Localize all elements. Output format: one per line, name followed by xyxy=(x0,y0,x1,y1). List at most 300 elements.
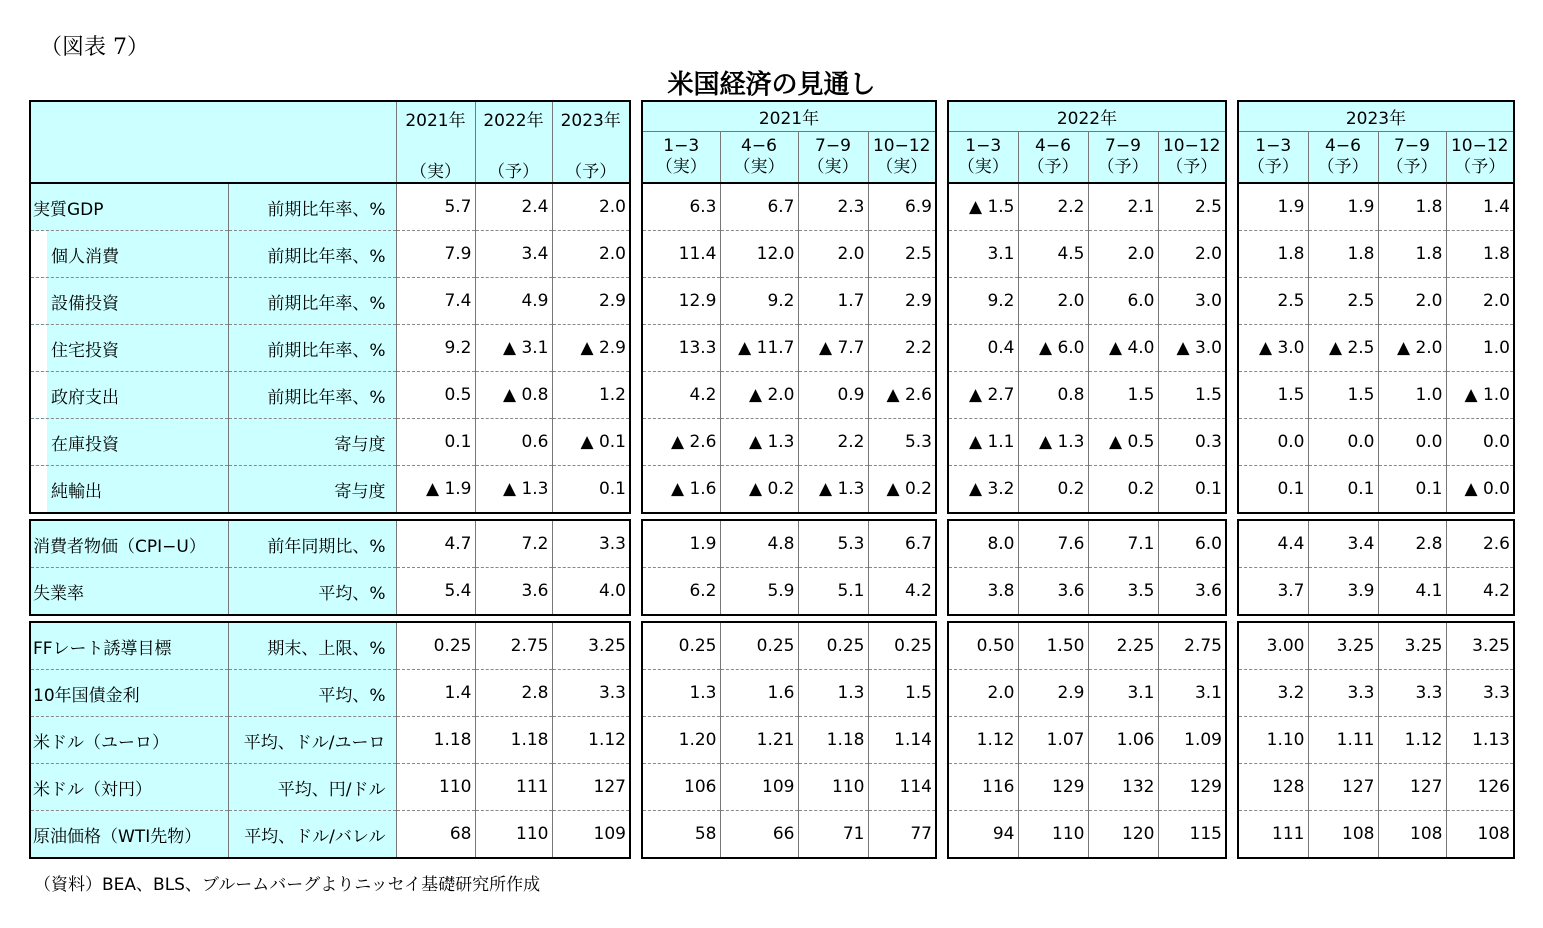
value-cell: 106 xyxy=(642,764,720,811)
value-cell: 1.12 xyxy=(552,717,630,764)
value-cell: 2.2 xyxy=(1018,183,1088,231)
value-cell: 2.0 xyxy=(552,183,630,231)
value-cell: ▲ 0.5 xyxy=(1088,419,1158,466)
value-cell: 1.8 xyxy=(1308,231,1378,278)
row-unit: 期末、上限、% xyxy=(228,622,396,670)
value-cell: 1.4 xyxy=(1446,183,1514,231)
value-cell: 1.10 xyxy=(1238,717,1308,764)
value-cell: ▲ 1.3 xyxy=(720,419,798,466)
value-cell: 110 xyxy=(475,811,552,859)
table-row xyxy=(30,811,1514,859)
value-cell: 0.1 xyxy=(552,466,630,514)
value-cell: 1.3 xyxy=(642,670,720,717)
value-cell: ▲ 1.0 xyxy=(1446,372,1514,419)
quarter-label: 10−12 xyxy=(1162,135,1221,156)
annual-status: （実） xyxy=(410,162,461,182)
value-cell: 111 xyxy=(475,764,552,811)
column-gap xyxy=(630,622,642,670)
column-gap xyxy=(630,101,642,183)
value-cell: 4.8 xyxy=(720,520,798,568)
value-cell: ▲ 1.9 xyxy=(396,466,475,514)
column-gap xyxy=(630,568,642,616)
column-gap xyxy=(1226,231,1238,278)
value-cell: ▲ 2.5 xyxy=(1308,325,1378,372)
value-cell: 1.50 xyxy=(1018,622,1088,670)
value-cell: 3.9 xyxy=(1308,568,1378,616)
quarter-header xyxy=(1238,131,1308,183)
row-unit: 寄与度 xyxy=(228,419,396,466)
value-cell: 3.00 xyxy=(1238,622,1308,670)
row-label: 実質GDP xyxy=(30,183,228,231)
value-cell: 8.0 xyxy=(948,520,1018,568)
value-cell: ▲ 0.2 xyxy=(868,466,936,514)
value-cell: 2.0 xyxy=(1158,231,1226,278)
table-row xyxy=(30,622,1514,670)
value-cell: 126 xyxy=(1446,764,1514,811)
value-cell: 1.12 xyxy=(1378,717,1446,764)
table-row xyxy=(30,372,1514,419)
value-cell: 0.25 xyxy=(720,622,798,670)
row-label: 個人消費 xyxy=(30,231,228,278)
row-label: 純輸出 xyxy=(30,466,228,514)
value-cell: 0.3 xyxy=(1158,419,1226,466)
value-cell: 115 xyxy=(1158,811,1226,859)
value-cell: 5.3 xyxy=(868,419,936,466)
quarter-header xyxy=(798,131,868,183)
quarter-status: （予） xyxy=(1166,156,1218,177)
value-cell: 2.5 xyxy=(868,231,936,278)
value-cell: 4.7 xyxy=(396,520,475,568)
column-gap xyxy=(936,231,948,278)
value-cell: 1.5 xyxy=(1238,372,1308,419)
section-gap xyxy=(30,513,1514,520)
value-cell: 2.0 xyxy=(1088,231,1158,278)
value-cell: ▲ 6.0 xyxy=(1018,325,1088,372)
value-cell: 68 xyxy=(396,811,475,859)
quarter-header xyxy=(868,131,936,183)
value-cell: ▲ 2.6 xyxy=(642,419,720,466)
annual-status: （予） xyxy=(565,162,617,182)
value-cell: 2.9 xyxy=(1018,670,1088,717)
value-cell: 3.3 xyxy=(552,520,630,568)
row-unit: 平均、ドル/バレル xyxy=(228,811,396,859)
value-cell: 7.2 xyxy=(475,520,552,568)
value-cell: 1.8 xyxy=(1238,231,1308,278)
quarter-status: （予） xyxy=(1386,156,1438,177)
value-cell: 13.3 xyxy=(642,325,720,372)
quarter-header xyxy=(1308,131,1378,183)
value-cell: 0.5 xyxy=(396,372,475,419)
value-cell: 1.5 xyxy=(1308,372,1378,419)
value-cell: 129 xyxy=(1158,764,1226,811)
value-cell: 132 xyxy=(1088,764,1158,811)
value-cell: 0.50 xyxy=(948,622,1018,670)
value-cell: 1.0 xyxy=(1378,372,1446,419)
value-cell: 4.9 xyxy=(475,278,552,325)
value-cell: 3.3 xyxy=(1446,670,1514,717)
column-gap xyxy=(1226,325,1238,372)
value-cell: 3.4 xyxy=(475,231,552,278)
row-unit: 寄与度 xyxy=(228,466,396,514)
value-cell: ▲ 1.1 xyxy=(948,419,1018,466)
value-cell: 3.0 xyxy=(1158,278,1226,325)
value-cell: ▲ 1.5 xyxy=(948,183,1018,231)
value-cell: 116 xyxy=(948,764,1018,811)
value-cell: 1.14 xyxy=(868,717,936,764)
table-row xyxy=(30,231,1514,278)
value-cell: 6.0 xyxy=(1088,278,1158,325)
value-cell: 0.1 xyxy=(1308,466,1378,514)
value-cell: 2.8 xyxy=(1378,520,1446,568)
value-cell: 1.07 xyxy=(1018,717,1088,764)
table-row xyxy=(30,325,1514,372)
value-cell: 5.4 xyxy=(396,568,475,616)
column-gap xyxy=(1226,372,1238,419)
quarter-label: 1−3 xyxy=(1255,135,1292,156)
column-gap xyxy=(1226,717,1238,764)
column-gap xyxy=(1226,101,1238,183)
value-cell: 2.0 xyxy=(798,231,868,278)
value-cell: 9.2 xyxy=(948,278,1018,325)
value-cell: 0.2 xyxy=(1018,466,1088,514)
value-cell: 1.8 xyxy=(1446,231,1514,278)
column-gap xyxy=(630,325,642,372)
value-cell: ▲ 3.0 xyxy=(1238,325,1308,372)
quarter-label: 10−12 xyxy=(1450,135,1509,156)
table-row xyxy=(30,568,1514,616)
value-cell: 1.4 xyxy=(396,670,475,717)
value-cell: 5.1 xyxy=(798,568,868,616)
annual-status: （予） xyxy=(488,162,539,182)
column-gap xyxy=(936,183,948,231)
value-cell: 2.9 xyxy=(868,278,936,325)
value-cell: 1.9 xyxy=(1238,183,1308,231)
value-cell: 7.1 xyxy=(1088,520,1158,568)
value-cell: ▲ 11.7 xyxy=(720,325,798,372)
column-gap xyxy=(936,520,948,568)
value-cell: ▲ 3.2 xyxy=(948,466,1018,514)
value-cell: 1.11 xyxy=(1308,717,1378,764)
row-label: 在庫投資 xyxy=(30,419,228,466)
value-cell: 6.3 xyxy=(642,183,720,231)
value-cell: 0.25 xyxy=(396,622,475,670)
row-unit: 前期比年率、% xyxy=(228,183,396,231)
quarter-label: 1−3 xyxy=(965,135,1002,156)
value-cell: 7.4 xyxy=(396,278,475,325)
value-cell: 2.3 xyxy=(798,183,868,231)
forecast-table xyxy=(29,100,1515,859)
value-cell: 1.20 xyxy=(642,717,720,764)
header-corner xyxy=(30,101,396,183)
table-row xyxy=(30,278,1514,325)
column-gap xyxy=(630,231,642,278)
value-cell: 58 xyxy=(642,811,720,859)
value-cell: 1.09 xyxy=(1158,717,1226,764)
column-gap xyxy=(630,811,642,859)
row-unit: 前年同期比、% xyxy=(228,520,396,568)
table-row xyxy=(30,520,1514,568)
value-cell: ▲ 7.7 xyxy=(798,325,868,372)
value-cell: 3.4 xyxy=(1308,520,1378,568)
column-gap xyxy=(936,622,948,670)
value-cell: 129 xyxy=(1018,764,1088,811)
quarter-status: （予） xyxy=(1027,156,1079,177)
row-label: 米ドル（対円） xyxy=(30,764,228,811)
quarter-label: 7−9 xyxy=(815,135,851,156)
value-cell: 3.1 xyxy=(1158,670,1226,717)
value-cell: 66 xyxy=(720,811,798,859)
value-cell: 108 xyxy=(1308,811,1378,859)
quarter-status: （実） xyxy=(655,156,707,177)
value-cell: 4.2 xyxy=(1446,568,1514,616)
column-gap xyxy=(630,717,642,764)
value-cell: ▲ 2.0 xyxy=(720,372,798,419)
value-cell: 2.0 xyxy=(1446,278,1514,325)
value-cell: 1.8 xyxy=(1378,231,1446,278)
row-label: 政府支出 xyxy=(30,372,228,419)
group-year: 2022年 xyxy=(1056,108,1118,129)
column-gap xyxy=(1226,764,1238,811)
page-title: 米国経済の見通し xyxy=(667,70,876,100)
source-note: （資料）BEA、BLS、ブルームバーグよりニッセイ基礎研究所作成 xyxy=(34,875,541,895)
annual-header xyxy=(552,101,630,183)
row-unit: 平均、% xyxy=(228,568,396,616)
value-cell: 127 xyxy=(1308,764,1378,811)
value-cell: 5.3 xyxy=(798,520,868,568)
value-cell: 6.7 xyxy=(720,183,798,231)
value-cell: 3.1 xyxy=(948,231,1018,278)
value-cell: 3.2 xyxy=(1238,670,1308,717)
column-gap xyxy=(936,568,948,616)
value-cell: 109 xyxy=(552,811,630,859)
value-cell: 9.2 xyxy=(396,325,475,372)
quarter-header xyxy=(948,131,1018,183)
value-cell: 12.9 xyxy=(642,278,720,325)
column-gap xyxy=(936,811,948,859)
row-label: 失業率 xyxy=(30,568,228,616)
quarter-status: （予） xyxy=(1097,156,1149,177)
column-gap xyxy=(936,764,948,811)
value-cell: 2.4 xyxy=(475,183,552,231)
value-cell: 3.6 xyxy=(475,568,552,616)
quarter-header xyxy=(1446,131,1514,183)
value-cell: 2.0 xyxy=(1018,278,1088,325)
quarter-header xyxy=(1378,131,1446,183)
value-cell: 1.9 xyxy=(642,520,720,568)
table-row xyxy=(30,183,1514,231)
value-cell: 0.0 xyxy=(1238,419,1308,466)
value-cell: 1.12 xyxy=(948,717,1018,764)
value-cell: 1.21 xyxy=(720,717,798,764)
value-cell: 1.13 xyxy=(1446,717,1514,764)
value-cell: 1.5 xyxy=(1158,372,1226,419)
quarter-header xyxy=(1158,131,1226,183)
value-cell: 111 xyxy=(1238,811,1308,859)
column-gap xyxy=(936,670,948,717)
value-cell: 1.18 xyxy=(396,717,475,764)
value-cell: 0.1 xyxy=(1378,466,1446,514)
value-cell: 6.2 xyxy=(642,568,720,616)
column-gap xyxy=(1226,278,1238,325)
quarter-status: （実） xyxy=(957,156,1009,177)
value-cell: 110 xyxy=(798,764,868,811)
value-cell: 3.3 xyxy=(1308,670,1378,717)
annual-year: 2021年 xyxy=(405,111,466,131)
quarter-label: 4−6 xyxy=(1035,135,1071,156)
row-unit: 平均、円/ドル xyxy=(228,764,396,811)
value-cell: 108 xyxy=(1378,811,1446,859)
column-gap xyxy=(936,466,948,514)
column-gap xyxy=(936,325,948,372)
value-cell: 3.6 xyxy=(1018,568,1088,616)
value-cell: 0.1 xyxy=(1238,466,1308,514)
table-row xyxy=(30,419,1514,466)
row-unit: 平均、ドル/ユーロ xyxy=(228,717,396,764)
value-cell: 4.2 xyxy=(642,372,720,419)
value-cell: 1.5 xyxy=(868,670,936,717)
column-gap xyxy=(630,278,642,325)
value-cell: 2.6 xyxy=(1446,520,1514,568)
value-cell: 108 xyxy=(1446,811,1514,859)
value-cell: 2.0 xyxy=(1378,278,1446,325)
value-cell: 0.25 xyxy=(868,622,936,670)
column-gap xyxy=(630,419,642,466)
quarter-status: （実） xyxy=(733,156,785,177)
value-cell: 3.25 xyxy=(1378,622,1446,670)
value-cell: ▲ 2.7 xyxy=(948,372,1018,419)
value-cell: 12.0 xyxy=(720,231,798,278)
group-year-header xyxy=(948,101,1226,131)
value-cell: 3.25 xyxy=(1308,622,1378,670)
figure-caption: （図表 7） xyxy=(40,35,149,60)
row-unit: 平均、% xyxy=(228,670,396,717)
quarter-label: 7−9 xyxy=(1105,135,1141,156)
value-cell: 3.25 xyxy=(1446,622,1514,670)
annual-year: 2023年 xyxy=(560,111,621,131)
row-label: 原油価格（WTI先物） xyxy=(30,811,228,859)
value-cell: ▲ 0.1 xyxy=(552,419,630,466)
column-gap xyxy=(1226,568,1238,616)
column-gap xyxy=(630,764,642,811)
value-cell: 1.06 xyxy=(1088,717,1158,764)
value-cell: 3.3 xyxy=(552,670,630,717)
value-cell: 0.8 xyxy=(1018,372,1088,419)
value-cell: 2.9 xyxy=(552,278,630,325)
value-cell: ▲ 4.0 xyxy=(1088,325,1158,372)
row-label: 10年国債金利 xyxy=(30,670,228,717)
value-cell: 1.0 xyxy=(1446,325,1514,372)
value-cell: 127 xyxy=(1378,764,1446,811)
group-year-header xyxy=(642,101,936,131)
value-cell: 4.5 xyxy=(1018,231,1088,278)
value-cell: 94 xyxy=(948,811,1018,859)
row-label: 米ドル（ユーロ） xyxy=(30,717,228,764)
column-gap xyxy=(936,419,948,466)
value-cell: 1.18 xyxy=(475,717,552,764)
column-gap xyxy=(936,717,948,764)
column-gap xyxy=(936,372,948,419)
value-cell: 0.2 xyxy=(1088,466,1158,514)
value-cell: 0.1 xyxy=(1158,466,1226,514)
value-cell: 0.25 xyxy=(642,622,720,670)
value-cell: 128 xyxy=(1238,764,1308,811)
section-gap xyxy=(30,615,1514,622)
column-gap xyxy=(630,372,642,419)
value-cell: ▲ 3.1 xyxy=(475,325,552,372)
value-cell: 2.75 xyxy=(1158,622,1226,670)
value-cell: 4.2 xyxy=(868,568,936,616)
quarter-header xyxy=(1088,131,1158,183)
column-gap xyxy=(1226,466,1238,514)
quarter-status: （予） xyxy=(1317,156,1369,177)
value-cell: 2.5 xyxy=(1158,183,1226,231)
value-cell: 2.0 xyxy=(552,231,630,278)
value-cell: 1.6 xyxy=(720,670,798,717)
value-cell: 3.3 xyxy=(1378,670,1446,717)
value-cell: 2.2 xyxy=(868,325,936,372)
column-gap xyxy=(630,466,642,514)
row-unit: 前期比年率、% xyxy=(228,372,396,419)
value-cell: ▲ 3.0 xyxy=(1158,325,1226,372)
quarter-header xyxy=(642,131,720,183)
column-gap xyxy=(936,278,948,325)
value-cell: ▲ 0.2 xyxy=(720,466,798,514)
row-label: 消費者物価（CPI−U） xyxy=(30,520,228,568)
quarter-label: 1−3 xyxy=(663,135,700,156)
value-cell: 0.0 xyxy=(1446,419,1514,466)
row-label: 設備投資 xyxy=(30,278,228,325)
value-cell: 77 xyxy=(868,811,936,859)
value-cell: 1.3 xyxy=(798,670,868,717)
value-cell: 2.5 xyxy=(1308,278,1378,325)
value-cell: 6.7 xyxy=(868,520,936,568)
value-cell: 1.18 xyxy=(798,717,868,764)
value-cell: 0.4 xyxy=(948,325,1018,372)
column-gap xyxy=(1226,183,1238,231)
column-gap xyxy=(630,183,642,231)
quarter-label: 4−6 xyxy=(741,135,777,156)
value-cell: 2.75 xyxy=(475,622,552,670)
value-cell: 0.0 xyxy=(1378,419,1446,466)
value-cell: 1.8 xyxy=(1378,183,1446,231)
quarter-status: （予） xyxy=(1247,156,1299,177)
value-cell: 9.2 xyxy=(720,278,798,325)
column-gap xyxy=(1226,670,1238,717)
value-cell: ▲ 2.0 xyxy=(1378,325,1446,372)
quarter-status: （予） xyxy=(1454,156,1506,177)
quarter-label: 4−6 xyxy=(1325,135,1361,156)
annual-header xyxy=(475,101,552,183)
annual-header xyxy=(396,101,475,183)
value-cell: 1.7 xyxy=(798,278,868,325)
value-cell: ▲ 1.3 xyxy=(1018,419,1088,466)
value-cell: 0.0 xyxy=(1308,419,1378,466)
value-cell: 5.7 xyxy=(396,183,475,231)
value-cell: 2.0 xyxy=(948,670,1018,717)
value-cell: 7.6 xyxy=(1018,520,1088,568)
value-cell: 2.1 xyxy=(1088,183,1158,231)
value-cell: 2.5 xyxy=(1238,278,1308,325)
table-row xyxy=(30,670,1514,717)
row-label: FFレート誘導目標 xyxy=(30,622,228,670)
value-cell: 11.4 xyxy=(642,231,720,278)
row-unit: 前期比年率、% xyxy=(228,278,396,325)
value-cell: 4.0 xyxy=(552,568,630,616)
value-cell: 0.1 xyxy=(396,419,475,466)
value-cell: 127 xyxy=(552,764,630,811)
value-cell: 3.1 xyxy=(1088,670,1158,717)
value-cell: 110 xyxy=(396,764,475,811)
